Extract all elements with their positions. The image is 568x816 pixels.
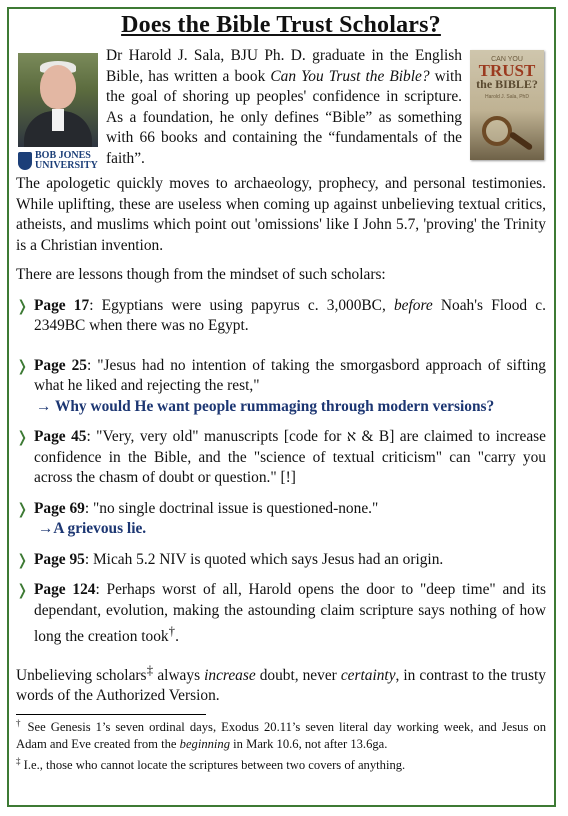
commentary-note: →A grievous lie. [38,520,147,537]
commentary-note: → Why would He want people rummaging through modern versions? [36,397,495,415]
list-item: ❭ Page 25: "Jesus had no intention of taking the smorgasbord approach of sifting what he liked and rejecting the rest," → Why would He want people rummaging through modern versions? [16,356,546,418]
page-title: Does the Bible Trust Scholars? [121,12,441,38]
conclusion-paragraph: Unbelieving scholars‡ always increase doubt, never certainty, in contrast to the trusty words of the Authorized Version. [16,662,546,705]
chevron-right-icon: ❭ [16,499,29,518]
list-item: ❭ Page 17: Egyptians were using papyrus c. 3,000BC, before Noah's Flood c. 2349BC when there was no Egypt. [16,296,546,334]
list-item: ❭ Page 45: "Very, very old" manuscripts [code for א & B] are claimed to increase confidence in the Bible, and the "science of textual criticism" can "carry you across the chasm of doubt or question." [!] [16,428,546,486]
logo-line-1: BOB JONES [35,150,91,161]
bju-logo [18,150,102,172]
footnote: ‡ I.e., those who cannot locate the scriptures between two covers of anything. [16,755,406,773]
list-item: ❭ Page 95: Micah 5.2 NIV is quoted which says Jesus had an origin. [16,550,444,569]
footnote: † See Genesis 1’s seven ordinal days, Exodus 20.11’s seven literal day working week, and Jesus on Adam and Eve created from the beginning in Mark 10.6, not after 13.6ga. [16,717,547,751]
chevron-right-icon: ❭ [16,550,29,569]
shield-icon [18,152,32,170]
chevron-right-icon: ❭ [16,296,29,315]
magnifying-glass-icon [482,116,512,146]
chevron-right-icon: ❭ [16,581,29,599]
book-title: Can You Trust the Bible? [270,67,430,85]
intro-paragraph: Dr Harold J. Sala, BJU Ph. D. graduate in the English Bible, has written a book Can You Trust the Bible? with the goal of shoring up peoples' confidence in scripture. As a foundation, he only defines “Bible” as something with 66 books and containing the “fundamentals of the faith”. [106,47,462,167]
chevron-right-icon: ❭ [16,356,29,375]
apologetic-paragraph: The apologetic quickly moves to archaeology, prophecy, and personal testimonies. While uplifting, these are useless when coming up against unbelieving textual critics, atheists, and muslims which point out 'omissions' like I John 5.7, 'proving' the Trinity is a Christian invention. [16,175,546,254]
book-cover-image: CAN YOU TRUST the BIBLE? Harold J. Sala, PhD [470,50,544,160]
logo-line-2: UNIVERSITY [35,160,98,171]
list-item: ❭ Page 69: "no single doctrinal issue is questioned-none." →A grievous lie. [16,499,546,540]
intro-section [16,46,546,174]
chevron-right-icon: ❭ [16,428,29,446]
author-photo [18,53,98,147]
document-body [16,10,546,774]
list-item: ❭ Page 124: Perhaps worst of all, Harold opens the door to "deep time" and its dependant, evolution, making the astounding claim scripture says nothing of how long the creation took†. [16,581,547,646]
lessons-intro: There are lessons though from the mindset of such scholars: [16,266,386,283]
